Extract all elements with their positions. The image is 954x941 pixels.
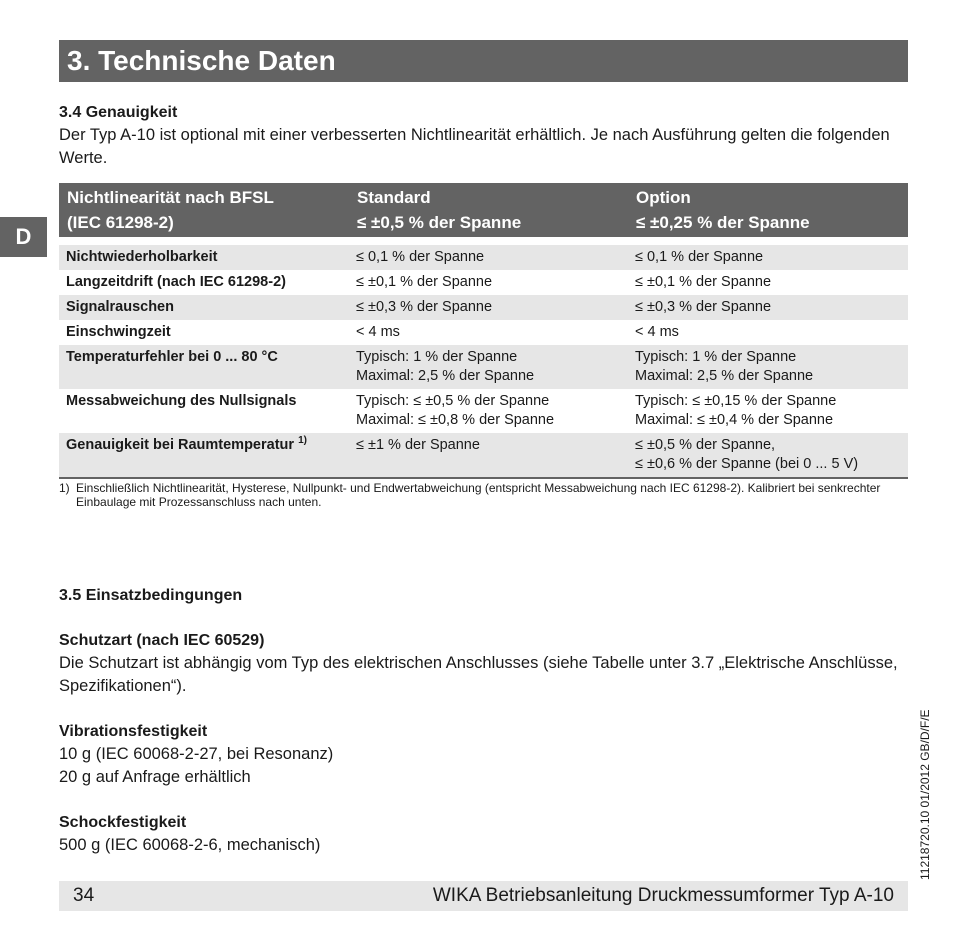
table-row	[59, 295, 908, 320]
table-row	[59, 345, 908, 389]
section-intro: Der Typ A-10 ist optional mit einer verbesserten Nichtlinearität erhältlich. Je nach Ausführung gelten die folgenden Werte.	[59, 126, 890, 167]
footer-title: WIKA Betriebsanleitung Druckmessumformer Typ A-10	[432, 885, 894, 906]
shock-line: 500 g (IEC 60068-2-6, mechanisch)	[59, 836, 321, 854]
shock-heading: Schockfestigkeit	[59, 814, 187, 831]
header-cell-nonlinearity: Nichtlinearität nach BFSL (IEC 61298-2)	[59, 183, 349, 237]
option-value: ≤ ±0,5 % der Spanne, ≤ ±0,6 % der Spanne (bei 0 ... 5 V)	[628, 433, 908, 478]
option-value: < 4 ms	[635, 324, 679, 340]
row-label: Signalrauschen	[59, 295, 349, 320]
footnote-ref: 1)	[298, 435, 307, 447]
chapter-header	[59, 40, 908, 82]
option-value: ≤ ±0,1 % der Spanne	[635, 274, 772, 290]
language-tab: D	[0, 217, 47, 257]
page-footer	[59, 881, 908, 911]
standard-value: ≤ ±0,3 % der Spanne	[349, 295, 628, 320]
table-row	[59, 389, 908, 433]
document-code-text: 11218720.10 01/2012 GB/D/F/E	[918, 709, 932, 880]
option-value: Typisch: ≤ ±0,15 % der Spanne Maximal: ≤ ±0,4 % der Spanne	[635, 393, 837, 428]
option-value: Typisch: 1 % der Spanne Maximal: 2,5 % der Spanne	[628, 345, 908, 389]
section-accuracy	[59, 102, 908, 170]
standard-value: ≤ ±1 % der Spanne	[349, 433, 628, 478]
vibration-line: 20 g auf Anfrage erhältlich	[59, 768, 251, 786]
footnote-text: Einschließlich Nichtlinearität, Hysterese, Nullpunkt- und Endwertabweichung (entspricht Messabweichung nach IEC 61298-2). Kalibriert bei senkrechter Einbaulage mit Prozessanschluss nach unten.	[76, 481, 881, 509]
table-header-row	[59, 183, 908, 237]
table-footnote	[59, 481, 911, 509]
standard-value: ≤ 0,1 % der Spanne	[349, 245, 628, 270]
vibration-heading: Vibrationsfestigkeit	[59, 723, 208, 740]
section-operating-conditions	[59, 585, 908, 857]
standard-value: < 4 ms	[356, 324, 400, 340]
option-value: ≤ 0,1 % der Spanne	[628, 245, 908, 270]
table-row	[59, 320, 908, 345]
table-row	[59, 433, 908, 478]
standard-value: ≤ ±0,1 % der Spanne	[356, 274, 493, 290]
row-label: Nichtwiederholbarkeit	[59, 245, 349, 270]
header-cell-option: Option ≤ ±0,25 % der Spanne	[628, 183, 908, 237]
row-label: Einschwingzeit	[66, 324, 171, 340]
page-number: 34	[73, 885, 95, 906]
chapter-title: 3. Technische Daten	[67, 45, 336, 76]
table-row	[59, 270, 908, 295]
accuracy-table	[59, 183, 908, 479]
table-row	[59, 245, 908, 270]
row-label: Langzeitdrift (nach IEC 61298-2)	[66, 274, 286, 290]
section-heading: 3.4 Genauigkeit	[59, 104, 178, 121]
protection-text: Die Schutzart ist abhängig vom Typ des elektrischen Anschlusses (siehe Tabelle unter 3.7 „Elektrische Anschlüsse, Spezifikationen“).	[59, 654, 898, 695]
row-label: Temperaturfehler bei 0 ... 80 °C	[59, 345, 349, 389]
footnote-mark: 1)	[59, 481, 70, 495]
row-label: Genauigkeit bei Raumtemperatur $^{1)}$	[59, 433, 349, 478]
header-cell-standard: Standard ≤ ±0,5 % der Spanne	[349, 183, 628, 237]
standard-value: Typisch: 1 % der Spanne Maximal: 2,5 % der Spanne	[349, 345, 628, 389]
vibration-line: 10 g (IEC 60068-2-27, bei Resonanz)	[59, 745, 334, 763]
protection-heading: Schutzart (nach IEC 60529)	[59, 632, 265, 649]
section-heading: 3.5 Einsatzbedingungen	[59, 587, 243, 604]
standard-value: Typisch: ≤ ±0,5 % der Spanne Maximal: ≤ ±0,8 % der Spanne	[356, 393, 555, 428]
option-value: ≤ ±0,3 % der Spanne	[628, 295, 908, 320]
row-label: Messabweichung des Nullsignals	[66, 393, 297, 409]
